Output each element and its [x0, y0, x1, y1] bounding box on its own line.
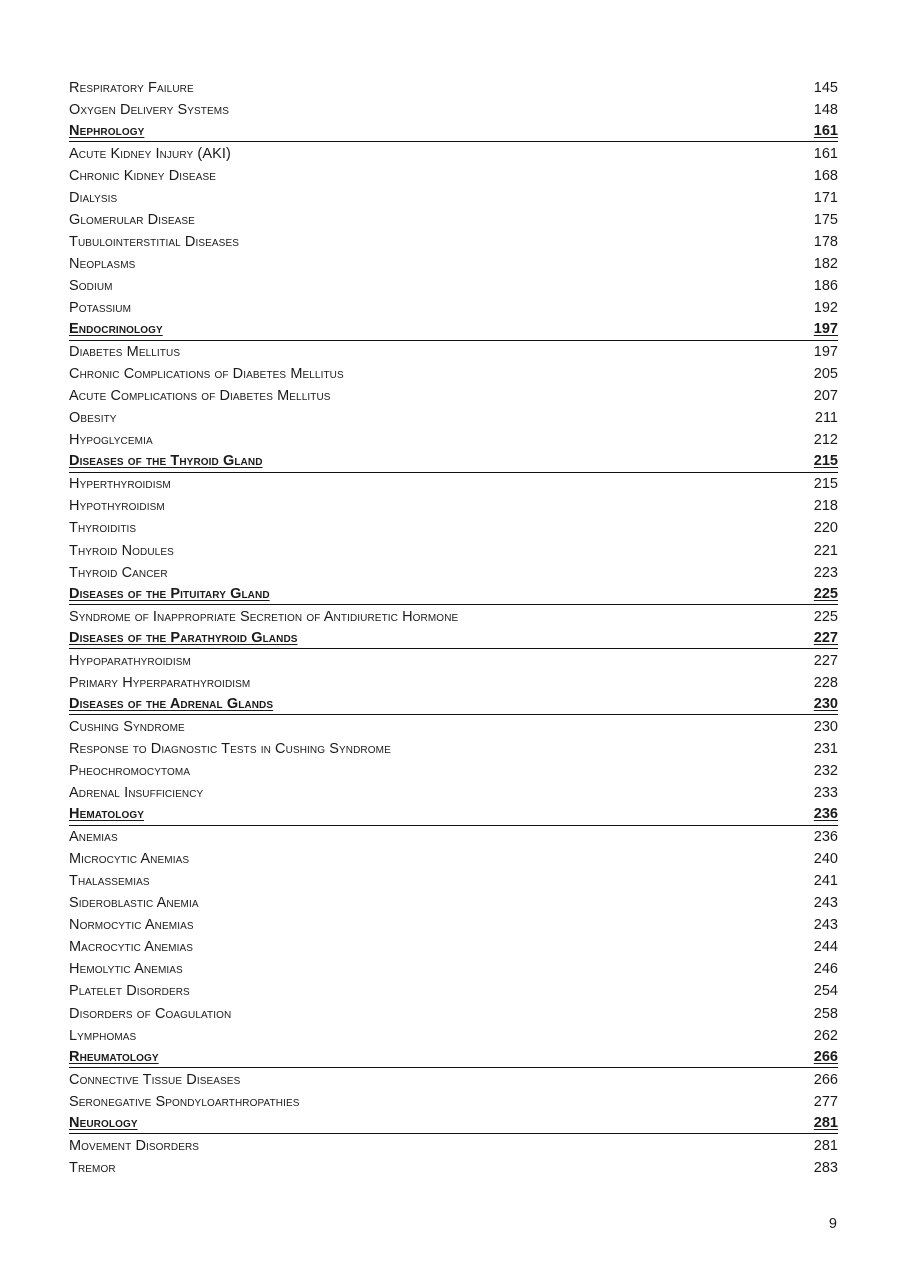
toc-entry-page: 266	[813, 1071, 838, 1088]
toc-entry[interactable]	[69, 296, 838, 318]
toc-entry-page: 243	[813, 917, 838, 934]
toc-entry-title: Diseases of the Pituitary Gland	[69, 585, 270, 602]
toc-entry-title: Cushing Syndrome	[69, 718, 185, 735]
toc-entry-title: Thalassemias	[69, 873, 150, 890]
toc-entry-page: 243	[813, 895, 838, 912]
toc-entry-page: 230	[813, 718, 838, 735]
toc-entry[interactable]	[69, 1134, 838, 1156]
toc-section-heading[interactable]	[69, 319, 838, 341]
toc-entry[interactable]	[69, 186, 838, 208]
toc-entry-page: 266	[813, 1048, 838, 1065]
toc-section-heading[interactable]	[69, 1112, 838, 1134]
toc-entry-title: Hypothyroidism	[69, 498, 165, 515]
toc-entry-page: 221	[813, 542, 838, 559]
toc-entry-title: Obesity	[69, 410, 117, 427]
table-of-contents	[69, 76, 838, 1178]
toc-entry[interactable]	[69, 208, 838, 230]
toc-entry-page: 225	[813, 608, 838, 625]
toc-entry[interactable]	[69, 914, 838, 936]
toc-entry-page: 178	[813, 233, 838, 250]
toc-entry-title: Microcytic Anemias	[69, 851, 190, 868]
toc-entry-page: 192	[813, 300, 838, 317]
toc-section-heading[interactable]	[69, 120, 838, 142]
toc-entry[interactable]	[69, 737, 838, 759]
toc-entry[interactable]	[69, 980, 838, 1002]
toc-entry[interactable]	[69, 561, 838, 583]
toc-entry-title: Potassium	[69, 300, 132, 317]
toc-entry-page: 228	[813, 674, 838, 691]
toc-entry[interactable]	[69, 495, 838, 517]
toc-entry[interactable]	[69, 715, 838, 737]
toc-entry-page: 262	[813, 1027, 838, 1044]
toc-entry-page: 161	[813, 145, 838, 162]
toc-entry-page: 231	[813, 740, 838, 757]
toc-entry-title: Sodium	[69, 277, 113, 294]
toc-entry[interactable]	[69, 1002, 838, 1024]
toc-entry[interactable]	[69, 76, 838, 98]
toc-entry-title: Chronic Kidney Disease	[69, 167, 217, 184]
toc-entry[interactable]	[69, 517, 838, 539]
toc-entry-page: 215	[813, 476, 838, 493]
toc-entry-title: Normocytic Anemias	[69, 917, 194, 934]
toc-entry-page: 186	[813, 277, 838, 294]
toc-entry-title: Chronic Complications of Diabetes Mellitus	[69, 366, 344, 383]
toc-entry[interactable]	[69, 1068, 838, 1090]
toc-entry-page: 218	[813, 498, 838, 515]
toc-entry-title: Adrenal Insufficiency	[69, 785, 204, 802]
toc-entry-title: Hyperthyroidism	[69, 476, 171, 493]
toc-entry[interactable]	[69, 142, 838, 164]
toc-entry[interactable]	[69, 230, 838, 252]
toc-entry-page: 281	[813, 1114, 838, 1131]
toc-entry-title: Dialysis	[69, 189, 118, 206]
toc-entry-page: 233	[813, 785, 838, 802]
toc-entry-page: 244	[813, 939, 838, 956]
toc-entry[interactable]	[69, 892, 838, 914]
toc-entry-page: 220	[813, 520, 838, 537]
toc-entry-title: Thyroiditis	[69, 520, 137, 537]
toc-entry-page: 145	[813, 79, 838, 96]
toc-entry-page: 232	[813, 763, 838, 779]
toc-entry[interactable]	[69, 363, 838, 385]
toc-entry-page: 212	[813, 432, 838, 449]
toc-entry-page: 171	[813, 189, 838, 206]
toc-entry[interactable]	[69, 407, 838, 429]
toc-section-heading[interactable]	[69, 804, 838, 826]
toc-entry-title: Neoplasms	[69, 255, 136, 272]
toc-entry-page: 227	[813, 629, 838, 646]
toc-entry-page: 161	[813, 122, 838, 139]
toc-entry[interactable]	[69, 164, 838, 186]
toc-entry-title: Movement Disorders	[69, 1137, 200, 1154]
toc-entry[interactable]	[69, 671, 838, 693]
toc-entry[interactable]	[69, 759, 838, 781]
toc-entry-title: Tremor	[69, 1159, 116, 1176]
toc-entry-page: 241	[813, 873, 838, 890]
toc-entry[interactable]	[69, 958, 838, 980]
toc-entry-page: 277	[813, 1093, 838, 1110]
toc-entry[interactable]	[69, 1090, 838, 1112]
toc-entry-page: 168	[813, 167, 838, 184]
toc-entry-page: 197	[813, 321, 838, 338]
toc-entry-page: 258	[813, 1005, 838, 1022]
toc-entry-page: 236	[813, 806, 838, 823]
toc-entry-page: 246	[813, 961, 838, 978]
toc-entry-page: 240	[813, 851, 838, 868]
toc-entry-title: Neurology	[69, 1114, 138, 1131]
toc-section-heading[interactable]	[69, 1046, 838, 1068]
toc-entry-title: Pheochromocytoma	[69, 763, 191, 779]
toc-entry-page: 283	[813, 1159, 838, 1176]
toc-entry-title: Connective Tissue Diseases	[69, 1071, 241, 1088]
toc-entry-title: Syndrome of Inappropriate Secretion of Antidiuretic Hormone	[69, 608, 459, 625]
toc-entry-title: Response to Diagnostic Tests in Cushing Syndrome	[69, 740, 391, 757]
toc-entry[interactable]	[69, 826, 838, 848]
toc-entry[interactable]	[69, 341, 838, 363]
toc-section-heading[interactable]	[69, 693, 838, 715]
toc-section-heading[interactable]	[69, 583, 838, 605]
toc-entry-title: Acute Kidney Injury (AKI)	[69, 145, 231, 162]
toc-entry[interactable]	[69, 98, 838, 120]
toc-entry-page: 236	[813, 829, 838, 846]
toc-entry[interactable]	[69, 1024, 838, 1046]
toc-entry-title: Diseases of the Adrenal Glands	[69, 695, 274, 712]
toc-entry[interactable]	[69, 539, 838, 561]
toc-entry-title: Diabetes Mellitus	[69, 344, 181, 361]
toc-entry-page: 215	[813, 453, 838, 470]
toc-entry-title: Respiratory Failure	[69, 79, 194, 96]
toc-entry-title: Hematology	[69, 806, 144, 823]
toc-entry-page: 281	[813, 1137, 838, 1154]
toc-entry-title: Glomerular Disease	[69, 211, 195, 228]
toc-entry[interactable]	[69, 1156, 838, 1178]
toc-entry-title: Primary Hyperparathyroidism	[69, 674, 251, 691]
toc-entry-title: Thyroid Cancer	[69, 564, 168, 581]
toc-entry-title: Hemolytic Anemias	[69, 961, 183, 978]
toc-entry-title: Macrocytic Anemias	[69, 939, 194, 956]
toc-entry-page: 227	[813, 652, 838, 669]
toc-entry-page: 230	[813, 695, 838, 712]
toc-entry-page: 197	[813, 344, 838, 361]
toc-entry-title: Hypoglycemia	[69, 432, 153, 449]
toc-entry-title: Endocrinology	[69, 321, 163, 338]
toc-entry[interactable]	[69, 429, 838, 451]
toc-entry-page: 175	[813, 211, 838, 228]
toc-entry-title: Sideroblastic Anemia	[69, 895, 199, 912]
toc-entry-title: Disorders of Coagulation	[69, 1005, 232, 1022]
toc-entry-title: Diseases of the Thyroid Gland	[69, 453, 263, 470]
page-number: 9	[828, 1216, 837, 1232]
toc-section-heading[interactable]	[69, 451, 838, 473]
toc-entry-title: Nephrology	[69, 122, 145, 139]
toc-entry-title: Oxygen Delivery Systems	[69, 101, 229, 118]
toc-entry-page: 205	[813, 366, 838, 383]
toc-entry[interactable]	[69, 782, 838, 804]
toc-entry-title: Lymphomas	[69, 1027, 137, 1044]
toc-entry-page: 254	[813, 983, 838, 1000]
toc-entry[interactable]	[69, 385, 838, 407]
toc-entry-title: Acute Complications of Diabetes Mellitus	[69, 388, 331, 405]
toc-section-heading[interactable]	[69, 627, 838, 649]
toc-entry[interactable]	[69, 274, 838, 296]
toc-entry-title: Seronegative Spondyloarthropathies	[69, 1093, 300, 1110]
toc-entry-page: 182	[813, 255, 838, 272]
toc-entry-page: 207	[813, 388, 838, 405]
toc-entry-title: Platelet Disorders	[69, 983, 190, 1000]
toc-entry[interactable]	[69, 605, 838, 627]
toc-entry[interactable]	[69, 649, 838, 671]
toc-entry[interactable]	[69, 252, 838, 274]
toc-entry-title: Diseases of the Parathyroid Glands	[69, 629, 298, 646]
toc-entry-page: 148	[813, 101, 838, 118]
toc-entry[interactable]	[69, 848, 838, 870]
toc-entry[interactable]	[69, 936, 838, 958]
toc-entry[interactable]	[69, 473, 838, 495]
toc-entry[interactable]	[69, 870, 838, 892]
toc-entry-title: Thyroid Nodules	[69, 542, 174, 559]
toc-entry-page: 225	[813, 585, 838, 602]
toc-entry-page: 211	[814, 410, 838, 427]
toc-entry-title: Anemias	[69, 829, 118, 846]
toc-entry-page: 223	[813, 564, 838, 581]
toc-entry-title: Rheumatology	[69, 1048, 159, 1065]
toc-entry-title: Tubulointerstitial Diseases	[69, 233, 239, 250]
toc-entry-title: Hypoparathyroidism	[69, 652, 191, 669]
